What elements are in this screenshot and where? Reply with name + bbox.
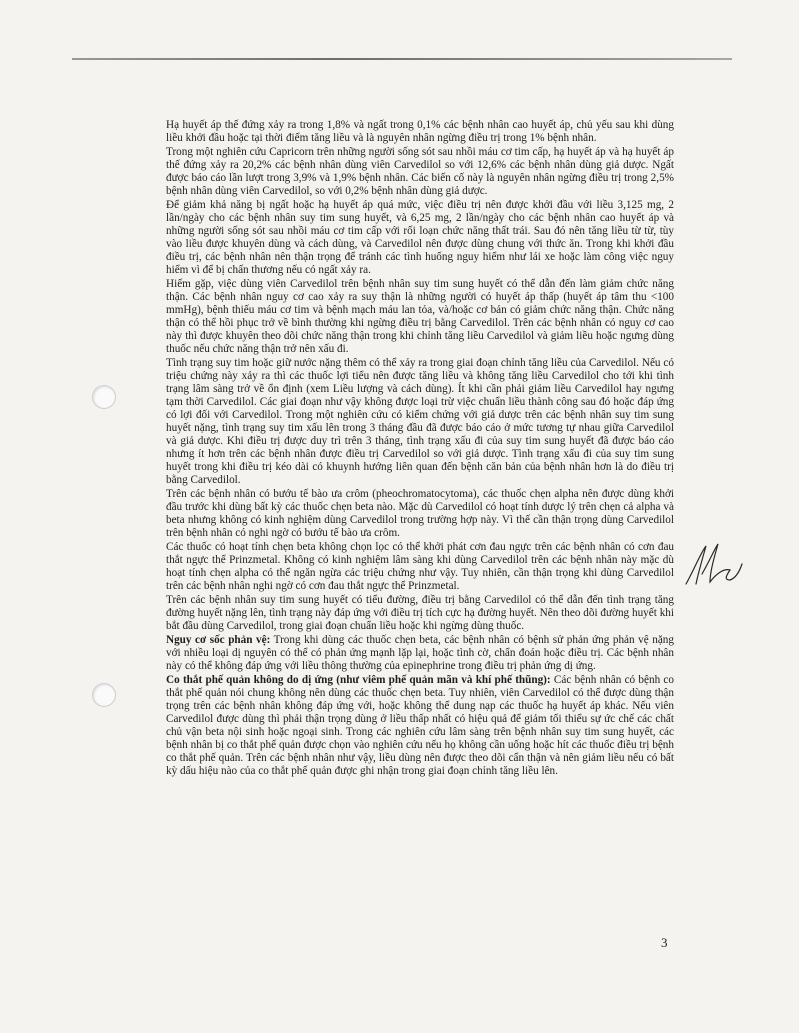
paragraph: Trên các bệnh nhân suy tim sung huyết có tiểu đường, điều trị bằng Carvedilol có thể dẫn đến tình trạng tăng đường huyết nặng lên, tình trạng này đáp ứng với điều trị tích cực hạ đường huyết. Nên theo dõi đường huyết khi bắt đầu dùng Carvedilol, trong giai đoạn chuẩn liều hoặc khi ngừng dùng thuốc. bbox=[166, 594, 674, 632]
punch-hole-icon bbox=[92, 683, 116, 707]
handwritten-initials-icon bbox=[680, 540, 750, 590]
body-text bbox=[166, 119, 674, 779]
paragraph: Trên các bệnh nhân có bướu tế bào ưa crôm (pheochromatocytoma), các thuốc chẹn alpha nên được dùng khởi đầu trước khi dùng bất kỳ các thuốc chẹn beta nào. Mặc dù Carvedilol có hoạt tính dược lý trên chẹn cả alpha và beta nhưng không có kinh nghiệm dùng Carvedilol trong trường hợp này. Vì thế cần thận trọng dùng Carvedilol trên bệnh nhân có nghi ngờ có bướu tế bào ưa crôm. bbox=[166, 488, 674, 539]
paragraph: Các thuốc có hoạt tính chẹn beta không chọn lọc có thể khởi phát cơn đau ngực trên các bệnh nhân có cơn đau thắt ngực thể Prinzmetal. Không có kinh nghiệm lâm sàng khi dùng Carvedilol trên các bệnh nhân này mặc dù hoạt tính chẹn alpha có thể ngăn ngừa các triệu chứng như vậy. Tuy nhiên, cần thận trọng khi dùng Carvedilol trên các bệnh nhân nghi ngờ có cơn đau thắt ngực thể Prinzmetal. bbox=[166, 541, 674, 592]
top-rule-line bbox=[72, 58, 732, 60]
paragraph: Tình trạng suy tim hoặc giữ nước nặng thêm có thể xảy ra trong giai đoạn chỉnh tăng liều của Carvedilol. Nếu có triệu chứng này xảy ra thì các thuốc lợi tiểu nên được tăng liều và không tăng liều Carvedilol cho tới khi tình trạng lâm sàng trở về ổn định (xem Liều lượng và cách dùng). Ít khi cần phải giảm liều Carvedilol hay ngưng tạm thời Carvedilol. Các giai đoạn như vậy không được loại trừ việc chuẩn liều thành công sau đó hoặc đáp ứng có lợi đối với Carvedilol. Trong một nghiên cứu có kiểm chứng với giả dược trên các bệnh nhân suy tim sung huyết nặng, tình trạng suy tim xấu lên trong 3 tháng đầu đã được báo cáo ở mức tương tự nhau giữa Carvedilol và giả dược. Khi điều trị được duy trì trên 3 tháng, tình trạng xấu đi của suy tim sung huyết đã được báo cáo nhưng ít hơn trên các bệnh nhân được điều trị Carvedilol so với giả dược. Tình trạng xấu đi của suy tim sung huyết trong khi điều trị kéo dài có khuynh hướng liên quan đến bệnh căn bản của bệnh nhân hơn là do điều trị bằng Carvedilol. bbox=[166, 357, 674, 486]
paragraph: Hiếm gặp, việc dùng viên Carvedilol trên bệnh nhân suy tim sung huyết có thể dẫn đến làm giảm chức năng thận. Các bệnh nhân nguy cơ cao xảy ra suy thận là những người có huyết áp thấp (huyết áp tâm thu <100 mmHg), bệnh thiếu máu cơ tim và bệnh mạch máu lan tỏa, và/hoặc cơ bản có giảm chức năng thận. Chức năng thận có thể hồi phục trở về bình thường khi ngừng điều trị bằng Carvedilol. Trên các bệnh nhân có nguy cơ cao này thì được khuyên theo dõi chức năng thận trong khi chỉnh tăng liều Carvedilol và giảm liều hoặc ngưng dùng thuốc nếu chức năng thận trở nên xấu đi. bbox=[166, 278, 674, 355]
paragraph: Trong một nghiên cứu Capricorn trên những người sống sót sau nhồi máu cơ tim cấp, hạ huyết áp và hạ huyết áp thế đứng xảy ra 20,2% các bệnh nhân dùng viên Carvedilol so với 12,6% các bệnh nhân dùng giả dược. Ngất được báo cáo lần lượt trong 3,9% và 1,9% bệnh nhân. Các biến cố này là nguyên nhân ngừng điều trị trong 2,5% bệnh nhân dùng viên Carvedilol, so với 0,2% bệnh nhân dùng giả dược. bbox=[166, 146, 674, 197]
paragraph: Để giảm khả năng bị ngất hoặc hạ huyết áp quá mức, việc điều trị nên được khởi đầu với liều 3,125 mg, 2 lần/ngày cho các bệnh nhân suy tim sung huyết, và 6,25 mg, 2 lần/ngày cho các bệnh nhân cao huyết áp và những người sống sót sau nhồi máu cơ tim cấp với rối loạn chức năng thất trái. Sau đó nên tăng liều từ từ, tùy vào liều được khuyên dùng và cách dùng, và Carvedilol nên được dùng chung với thức ăn. Trong khi khởi đầu điều trị, các bệnh nhân nên thận trọng để tránh các tình huống nguy hiểm như lái xe hoặc làm công việc nguy hiểm vì để bị chấn thương nếu có ngất xảy ra. bbox=[166, 199, 674, 276]
paragraph-lead: Co thắt phế quản không do dị ứng (như viêm phế quản mãn và khí phế thũng): bbox=[166, 674, 551, 686]
paragraph-body: Các bệnh nhân có bệnh co thắt phế quản nói chung không nên dùng các thuốc chẹn beta. Tuy nhiên, viên Carvedilol có thể được dùng thận trọng trên các bệnh nhân không đáp ứng với, hoặc không thể dung nạp các thuốc hạ huyết áp khác. Nếu viên Carvedilol được dùng thì phải thận trọng dùng ở liều thấp nhất có hiệu quả để giảm tối thiểu sự ức chế các chất chủ vận beta nội sinh hoặc ngoại sinh. Trong các nghiên cứu lâm sàng trên bệnh nhân suy tim sung huyết, các bệnh nhân bị co thắt phế quản được chọn vào nghiên cứu nếu họ không cần uống hoặc hít các thuốc điều trị bệnh co thắt phế quản. Trên các bệnh nhân như vậy, liều dùng nên được theo dõi cẩn thận và nên giảm liều nếu có bất kỳ dấu hiệu nào của co thắt phế quản được ghi nhận trong giai đoạn chỉnh tăng liều lên. bbox=[166, 674, 674, 777]
page-number: 3 bbox=[661, 935, 668, 950]
paragraph-body: Trong khi dùng các thuốc chẹn beta, các bệnh nhân có bệnh sử phản ứng phản vệ nặng với nhiều loại dị nguyên có thể có phản ứng mạnh lặp lại, hoặc tình cờ, chẩn đoán hoặc điều trị. Các bệnh nhân này có thể không đáp ứng với liều thông thường của epinephrine trong điều trị phản ứng dị ứng. bbox=[166, 634, 674, 672]
paragraph bbox=[166, 674, 674, 778]
paragraph bbox=[166, 634, 674, 673]
paragraph-lead: Nguy cơ sốc phản vệ: bbox=[166, 634, 271, 646]
paragraph: Hạ huyết áp thế đứng xảy ra trong 1,8% và ngất trong 0,1% các bệnh nhân cao huyết áp, chủ yếu sau khi dùng liều khởi đầu hoặc tại thời điểm tăng liều và là nguyên nhân ngừng điều trị trong 1% bệnh nhân. bbox=[166, 119, 674, 144]
punch-hole-icon bbox=[92, 385, 116, 409]
